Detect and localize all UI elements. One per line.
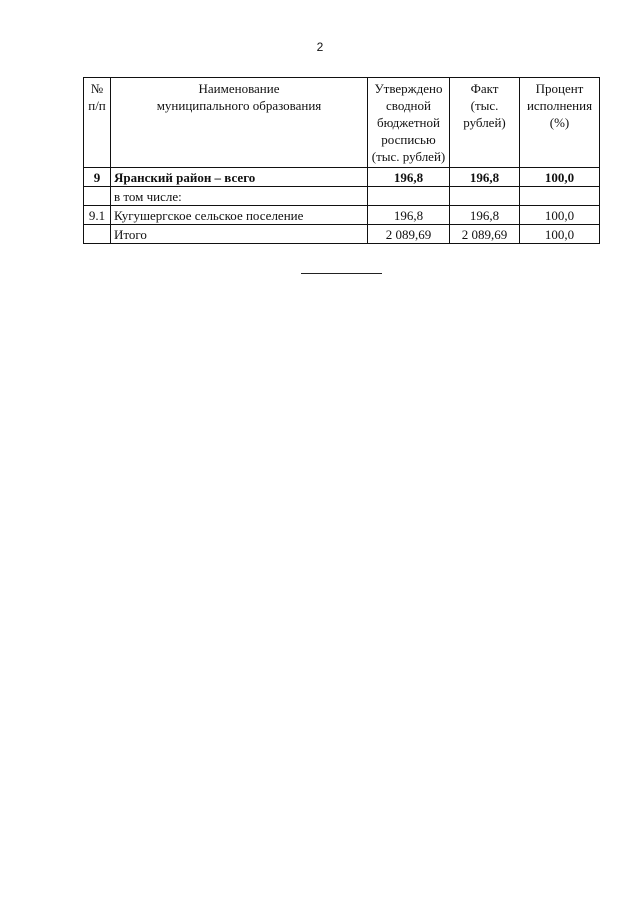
row-fact — [450, 187, 520, 206]
row-name: Кугушергское сельское поселение — [111, 206, 368, 225]
row-percent: 100,0 — [520, 225, 600, 244]
report-table — [83, 77, 600, 244]
row-approved: 196,8 — [368, 168, 450, 187]
row-fact: 2 089,69 — [450, 225, 520, 244]
table-header-row — [84, 78, 600, 168]
table-row — [84, 225, 600, 244]
row-name: в том числе: — [111, 187, 368, 206]
row-approved: 2 089,69 — [368, 225, 450, 244]
row-name: Яранский район – всего — [111, 168, 368, 187]
row-percent: 100,0 — [520, 206, 600, 225]
row-num — [84, 225, 111, 244]
row-num — [84, 187, 111, 206]
end-divider — [301, 273, 382, 274]
table-row — [84, 168, 600, 187]
page-number: 2 — [316, 40, 324, 54]
header-approved: Утверждено сводной бюджетной росписью (тыс. рублей) — [368, 78, 450, 168]
row-num: 9 — [84, 168, 111, 187]
header-fact: Факт (тыс. рублей) — [450, 78, 520, 168]
row-percent: 100,0 — [520, 168, 600, 187]
row-percent — [520, 187, 600, 206]
row-fact: 196,8 — [450, 206, 520, 225]
table-row — [84, 206, 600, 225]
table-row — [84, 187, 600, 206]
row-approved — [368, 187, 450, 206]
row-name: Итого — [111, 225, 368, 244]
header-percent: Процент исполнения (%) — [520, 78, 600, 168]
row-approved: 196,8 — [368, 206, 450, 225]
header-num: № п/п — [84, 78, 111, 168]
row-fact: 196,8 — [450, 168, 520, 187]
row-num: 9.1 — [84, 206, 111, 225]
header-name: Наименование муниципального образования — [111, 78, 368, 168]
